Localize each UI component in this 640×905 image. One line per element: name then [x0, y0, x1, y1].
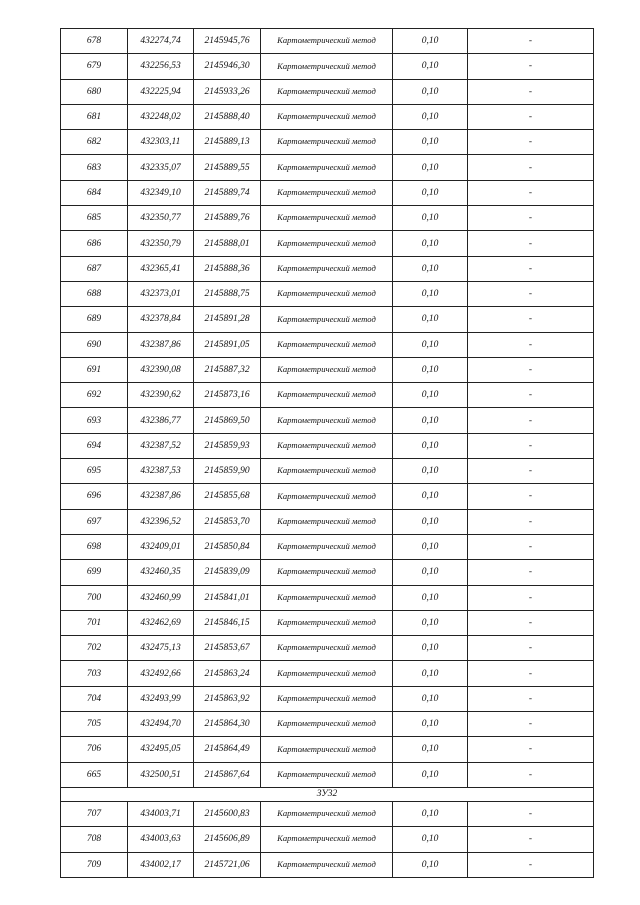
y-coordinate-cell: 2145846,15 — [194, 610, 261, 635]
y-coordinate-cell: 2145841,01 — [194, 585, 261, 610]
x-coordinate-cell: 432495,05 — [128, 737, 194, 762]
point-number-cell: 683 — [61, 155, 128, 180]
y-coordinate-cell: 2145859,93 — [194, 433, 261, 458]
description-cell: - — [468, 827, 594, 852]
method-cell: Картометрический метод — [261, 104, 393, 129]
y-coordinate-cell: 2145839,09 — [194, 560, 261, 585]
method-cell: Картометрический метод — [261, 54, 393, 79]
table-row — [61, 560, 594, 585]
accuracy-cell: 0,10 — [393, 560, 468, 585]
accuracy-cell: 0,10 — [393, 281, 468, 306]
accuracy-cell: 0,10 — [393, 585, 468, 610]
table-row — [61, 737, 594, 762]
method-cell: Картометрический метод — [261, 130, 393, 155]
description-cell: - — [468, 332, 594, 357]
table-row — [61, 661, 594, 686]
y-coordinate-cell: 2145867,64 — [194, 762, 261, 787]
point-number-cell: 692 — [61, 383, 128, 408]
y-coordinate-cell: 2145859,90 — [194, 459, 261, 484]
table-row — [61, 762, 594, 787]
x-coordinate-cell: 432248,02 — [128, 104, 194, 129]
x-coordinate-cell: 432373,01 — [128, 281, 194, 306]
table-row — [61, 104, 594, 129]
method-cell: Картометрический метод — [261, 281, 393, 306]
point-number-cell: 701 — [61, 610, 128, 635]
method-cell: Картометрический метод — [261, 852, 393, 877]
y-coordinate-cell: 2145600,83 — [194, 801, 261, 826]
accuracy-cell: 0,10 — [393, 206, 468, 231]
y-coordinate-cell: 2145606,89 — [194, 827, 261, 852]
table-row — [61, 54, 594, 79]
description-cell: - — [468, 29, 594, 54]
method-cell: Картометрический метод — [261, 534, 393, 559]
point-number-cell: 680 — [61, 79, 128, 104]
description-cell: - — [468, 661, 594, 686]
x-coordinate-cell: 432460,35 — [128, 560, 194, 585]
x-coordinate-cell: 432492,66 — [128, 661, 194, 686]
accuracy-cell: 0,10 — [393, 509, 468, 534]
description-cell: - — [468, 256, 594, 281]
x-coordinate-cell: 432475,13 — [128, 636, 194, 661]
description-cell: - — [468, 180, 594, 205]
point-number-cell: 682 — [61, 130, 128, 155]
accuracy-cell: 0,10 — [393, 307, 468, 332]
table-row — [61, 712, 594, 737]
x-coordinate-cell: 432335,07 — [128, 155, 194, 180]
description-cell: - — [468, 509, 594, 534]
y-coordinate-cell: 2145889,76 — [194, 206, 261, 231]
x-coordinate-cell: 432390,62 — [128, 383, 194, 408]
x-coordinate-cell: 432350,79 — [128, 231, 194, 256]
table-row — [61, 433, 594, 458]
method-cell: Картометрический метод — [261, 180, 393, 205]
y-coordinate-cell: 2145873,16 — [194, 383, 261, 408]
x-coordinate-cell: 432387,86 — [128, 332, 194, 357]
table-section — [61, 787, 594, 801]
method-cell: Картометрический метод — [261, 484, 393, 509]
description-cell: - — [468, 357, 594, 382]
x-coordinate-cell: 432396,52 — [128, 509, 194, 534]
table-row — [61, 408, 594, 433]
table-row — [61, 852, 594, 877]
y-coordinate-cell: 2145864,30 — [194, 712, 261, 737]
x-coordinate-cell: 432378,84 — [128, 307, 194, 332]
method-cell: Картометрический метод — [261, 332, 393, 357]
y-coordinate-cell: 2145863,92 — [194, 686, 261, 711]
y-coordinate-cell: 2145888,75 — [194, 281, 261, 306]
description-cell: - — [468, 383, 594, 408]
point-number-cell: 684 — [61, 180, 128, 205]
description-cell: - — [468, 737, 594, 762]
point-number-cell: 702 — [61, 636, 128, 661]
description-cell: - — [468, 636, 594, 661]
description-cell: - — [468, 281, 594, 306]
method-cell: Картометрический метод — [261, 79, 393, 104]
x-coordinate-cell: 432390,08 — [128, 357, 194, 382]
x-coordinate-cell: 432500,51 — [128, 762, 194, 787]
table-row — [61, 357, 594, 382]
point-number-cell: 707 — [61, 801, 128, 826]
x-coordinate-cell: 432274,74 — [128, 29, 194, 54]
accuracy-cell: 0,10 — [393, 852, 468, 877]
point-number-cell: 695 — [61, 459, 128, 484]
y-coordinate-cell: 2145888,01 — [194, 231, 261, 256]
table-row — [61, 206, 594, 231]
table-row — [61, 827, 594, 852]
description-cell: - — [468, 79, 594, 104]
accuracy-cell: 0,10 — [393, 762, 468, 787]
y-coordinate-cell: 2145946,30 — [194, 54, 261, 79]
table-row — [61, 332, 594, 357]
point-number-cell: 678 — [61, 29, 128, 54]
accuracy-cell: 0,10 — [393, 357, 468, 382]
point-number-cell: 709 — [61, 852, 128, 877]
accuracy-cell: 0,10 — [393, 256, 468, 281]
accuracy-cell: 0,10 — [393, 54, 468, 79]
accuracy-cell: 0,10 — [393, 484, 468, 509]
method-cell: Картометрический метод — [261, 357, 393, 382]
description-cell: - — [468, 155, 594, 180]
x-coordinate-cell: 434003,71 — [128, 801, 194, 826]
method-cell: Картометрический метод — [261, 459, 393, 484]
point-number-cell: 687 — [61, 256, 128, 281]
point-number-cell: 699 — [61, 560, 128, 585]
y-coordinate-cell: 2145891,05 — [194, 332, 261, 357]
x-coordinate-cell: 432462,69 — [128, 610, 194, 635]
coordinates-table — [60, 28, 594, 878]
point-number-cell: 700 — [61, 585, 128, 610]
accuracy-cell: 0,10 — [393, 155, 468, 180]
table-row — [61, 636, 594, 661]
method-cell: Картометрический метод — [261, 762, 393, 787]
accuracy-cell: 0,10 — [393, 661, 468, 686]
point-number-cell: 708 — [61, 827, 128, 852]
description-cell: - — [468, 852, 594, 877]
accuracy-cell: 0,10 — [393, 534, 468, 559]
point-number-cell: 690 — [61, 332, 128, 357]
y-coordinate-cell: 2145891,28 — [194, 307, 261, 332]
table-row — [61, 610, 594, 635]
point-number-cell: 693 — [61, 408, 128, 433]
point-number-cell: 688 — [61, 281, 128, 306]
point-number-cell: 706 — [61, 737, 128, 762]
x-coordinate-cell: 432409,01 — [128, 534, 194, 559]
y-coordinate-cell: 2145864,49 — [194, 737, 261, 762]
x-coordinate-cell: 432349,10 — [128, 180, 194, 205]
point-number-cell: 698 — [61, 534, 128, 559]
point-number-cell: 696 — [61, 484, 128, 509]
y-coordinate-cell: 2145853,70 — [194, 509, 261, 534]
description-cell: - — [468, 762, 594, 787]
description-cell: - — [468, 686, 594, 711]
method-cell: Картометрический метод — [261, 408, 393, 433]
description-cell: - — [468, 54, 594, 79]
point-number-cell: 691 — [61, 357, 128, 382]
y-coordinate-cell: 2145933,26 — [194, 79, 261, 104]
table-row — [61, 585, 594, 610]
point-number-cell: 705 — [61, 712, 128, 737]
y-coordinate-cell: 2145853,67 — [194, 636, 261, 661]
y-coordinate-cell: 2145887,32 — [194, 357, 261, 382]
section-row — [61, 787, 594, 801]
table-row — [61, 383, 594, 408]
method-cell: Картометрический метод — [261, 560, 393, 585]
table-row — [61, 79, 594, 104]
table-row — [61, 130, 594, 155]
accuracy-cell: 0,10 — [393, 801, 468, 826]
accuracy-cell: 0,10 — [393, 686, 468, 711]
x-coordinate-cell: 432387,53 — [128, 459, 194, 484]
description-cell: - — [468, 712, 594, 737]
point-number-cell: 704 — [61, 686, 128, 711]
point-number-cell: 689 — [61, 307, 128, 332]
accuracy-cell: 0,10 — [393, 459, 468, 484]
method-cell: Картометрический метод — [261, 155, 393, 180]
table-row — [61, 484, 594, 509]
accuracy-cell: 0,10 — [393, 180, 468, 205]
method-cell: Картометрический метод — [261, 827, 393, 852]
table-row — [61, 307, 594, 332]
method-cell: Картометрический метод — [261, 636, 393, 661]
table-row — [61, 281, 594, 306]
table-row — [61, 180, 594, 205]
y-coordinate-cell: 2145888,40 — [194, 104, 261, 129]
x-coordinate-cell: 432256,53 — [128, 54, 194, 79]
y-coordinate-cell: 2145889,55 — [194, 155, 261, 180]
description-cell: - — [468, 484, 594, 509]
point-number-cell: 685 — [61, 206, 128, 231]
x-coordinate-cell: 432387,86 — [128, 484, 194, 509]
y-coordinate-cell: 2145863,24 — [194, 661, 261, 686]
method-cell: Картометрический метод — [261, 610, 393, 635]
description-cell: - — [468, 459, 594, 484]
table-row — [61, 459, 594, 484]
point-number-cell: 679 — [61, 54, 128, 79]
method-cell: Картометрический метод — [261, 29, 393, 54]
point-number-cell: 681 — [61, 104, 128, 129]
y-coordinate-cell: 2145721,06 — [194, 852, 261, 877]
accuracy-cell: 0,10 — [393, 636, 468, 661]
description-cell: - — [468, 801, 594, 826]
accuracy-cell: 0,10 — [393, 737, 468, 762]
y-coordinate-cell: 2145889,13 — [194, 130, 261, 155]
method-cell: Картометрический метод — [261, 509, 393, 534]
method-cell: Картометрический метод — [261, 307, 393, 332]
table-row — [61, 29, 594, 54]
y-coordinate-cell: 2145855,68 — [194, 484, 261, 509]
description-cell: - — [468, 585, 594, 610]
accuracy-cell: 0,10 — [393, 130, 468, 155]
x-coordinate-cell: 432225,94 — [128, 79, 194, 104]
accuracy-cell: 0,10 — [393, 408, 468, 433]
point-number-cell: 697 — [61, 509, 128, 534]
accuracy-cell: 0,10 — [393, 104, 468, 129]
point-number-cell: 686 — [61, 231, 128, 256]
accuracy-cell: 0,10 — [393, 827, 468, 852]
description-cell: - — [468, 307, 594, 332]
table-row — [61, 509, 594, 534]
description-cell: - — [468, 104, 594, 129]
description-cell: - — [468, 231, 594, 256]
description-cell: - — [468, 408, 594, 433]
method-cell: Картометрический метод — [261, 231, 393, 256]
point-number-cell: 703 — [61, 661, 128, 686]
table-row — [61, 534, 594, 559]
table-row — [61, 686, 594, 711]
table-row — [61, 256, 594, 281]
x-coordinate-cell: 432365,41 — [128, 256, 194, 281]
table-body-bottom — [61, 801, 594, 877]
point-number-cell: 694 — [61, 433, 128, 458]
accuracy-cell: 0,10 — [393, 231, 468, 256]
x-coordinate-cell: 432460,99 — [128, 585, 194, 610]
y-coordinate-cell: 2145889,74 — [194, 180, 261, 205]
method-cell: Картометрический метод — [261, 585, 393, 610]
y-coordinate-cell: 2145888,36 — [194, 256, 261, 281]
accuracy-cell: 0,10 — [393, 712, 468, 737]
accuracy-cell: 0,10 — [393, 610, 468, 635]
description-cell: - — [468, 560, 594, 585]
accuracy-cell: 0,10 — [393, 29, 468, 54]
x-coordinate-cell: 432493,99 — [128, 686, 194, 711]
x-coordinate-cell: 432303,11 — [128, 130, 194, 155]
y-coordinate-cell: 2145869,50 — [194, 408, 261, 433]
description-cell: - — [468, 206, 594, 231]
description-cell: - — [468, 610, 594, 635]
x-coordinate-cell: 434002,17 — [128, 852, 194, 877]
table-row — [61, 155, 594, 180]
section-label: ЗУ32 — [61, 787, 594, 801]
table-row — [61, 801, 594, 826]
y-coordinate-cell: 2145945,76 — [194, 29, 261, 54]
x-coordinate-cell: 432350,77 — [128, 206, 194, 231]
accuracy-cell: 0,10 — [393, 433, 468, 458]
x-coordinate-cell: 434003,63 — [128, 827, 194, 852]
method-cell: Картометрический метод — [261, 206, 393, 231]
method-cell: Картометрический метод — [261, 712, 393, 737]
x-coordinate-cell: 432494,70 — [128, 712, 194, 737]
table-body-top — [61, 29, 594, 788]
method-cell: Картометрический метод — [261, 686, 393, 711]
method-cell: Картометрический метод — [261, 256, 393, 281]
y-coordinate-cell: 2145850,84 — [194, 534, 261, 559]
description-cell: - — [468, 130, 594, 155]
accuracy-cell: 0,10 — [393, 79, 468, 104]
point-number-cell: 665 — [61, 762, 128, 787]
description-cell: - — [468, 534, 594, 559]
description-cell: - — [468, 433, 594, 458]
method-cell: Картометрический метод — [261, 661, 393, 686]
method-cell: Картометрический метод — [261, 383, 393, 408]
method-cell: Картометрический метод — [261, 801, 393, 826]
table-row — [61, 231, 594, 256]
x-coordinate-cell: 432386,77 — [128, 408, 194, 433]
method-cell: Картометрический метод — [261, 737, 393, 762]
accuracy-cell: 0,10 — [393, 332, 468, 357]
accuracy-cell: 0,10 — [393, 383, 468, 408]
method-cell: Картометрический метод — [261, 433, 393, 458]
x-coordinate-cell: 432387,52 — [128, 433, 194, 458]
